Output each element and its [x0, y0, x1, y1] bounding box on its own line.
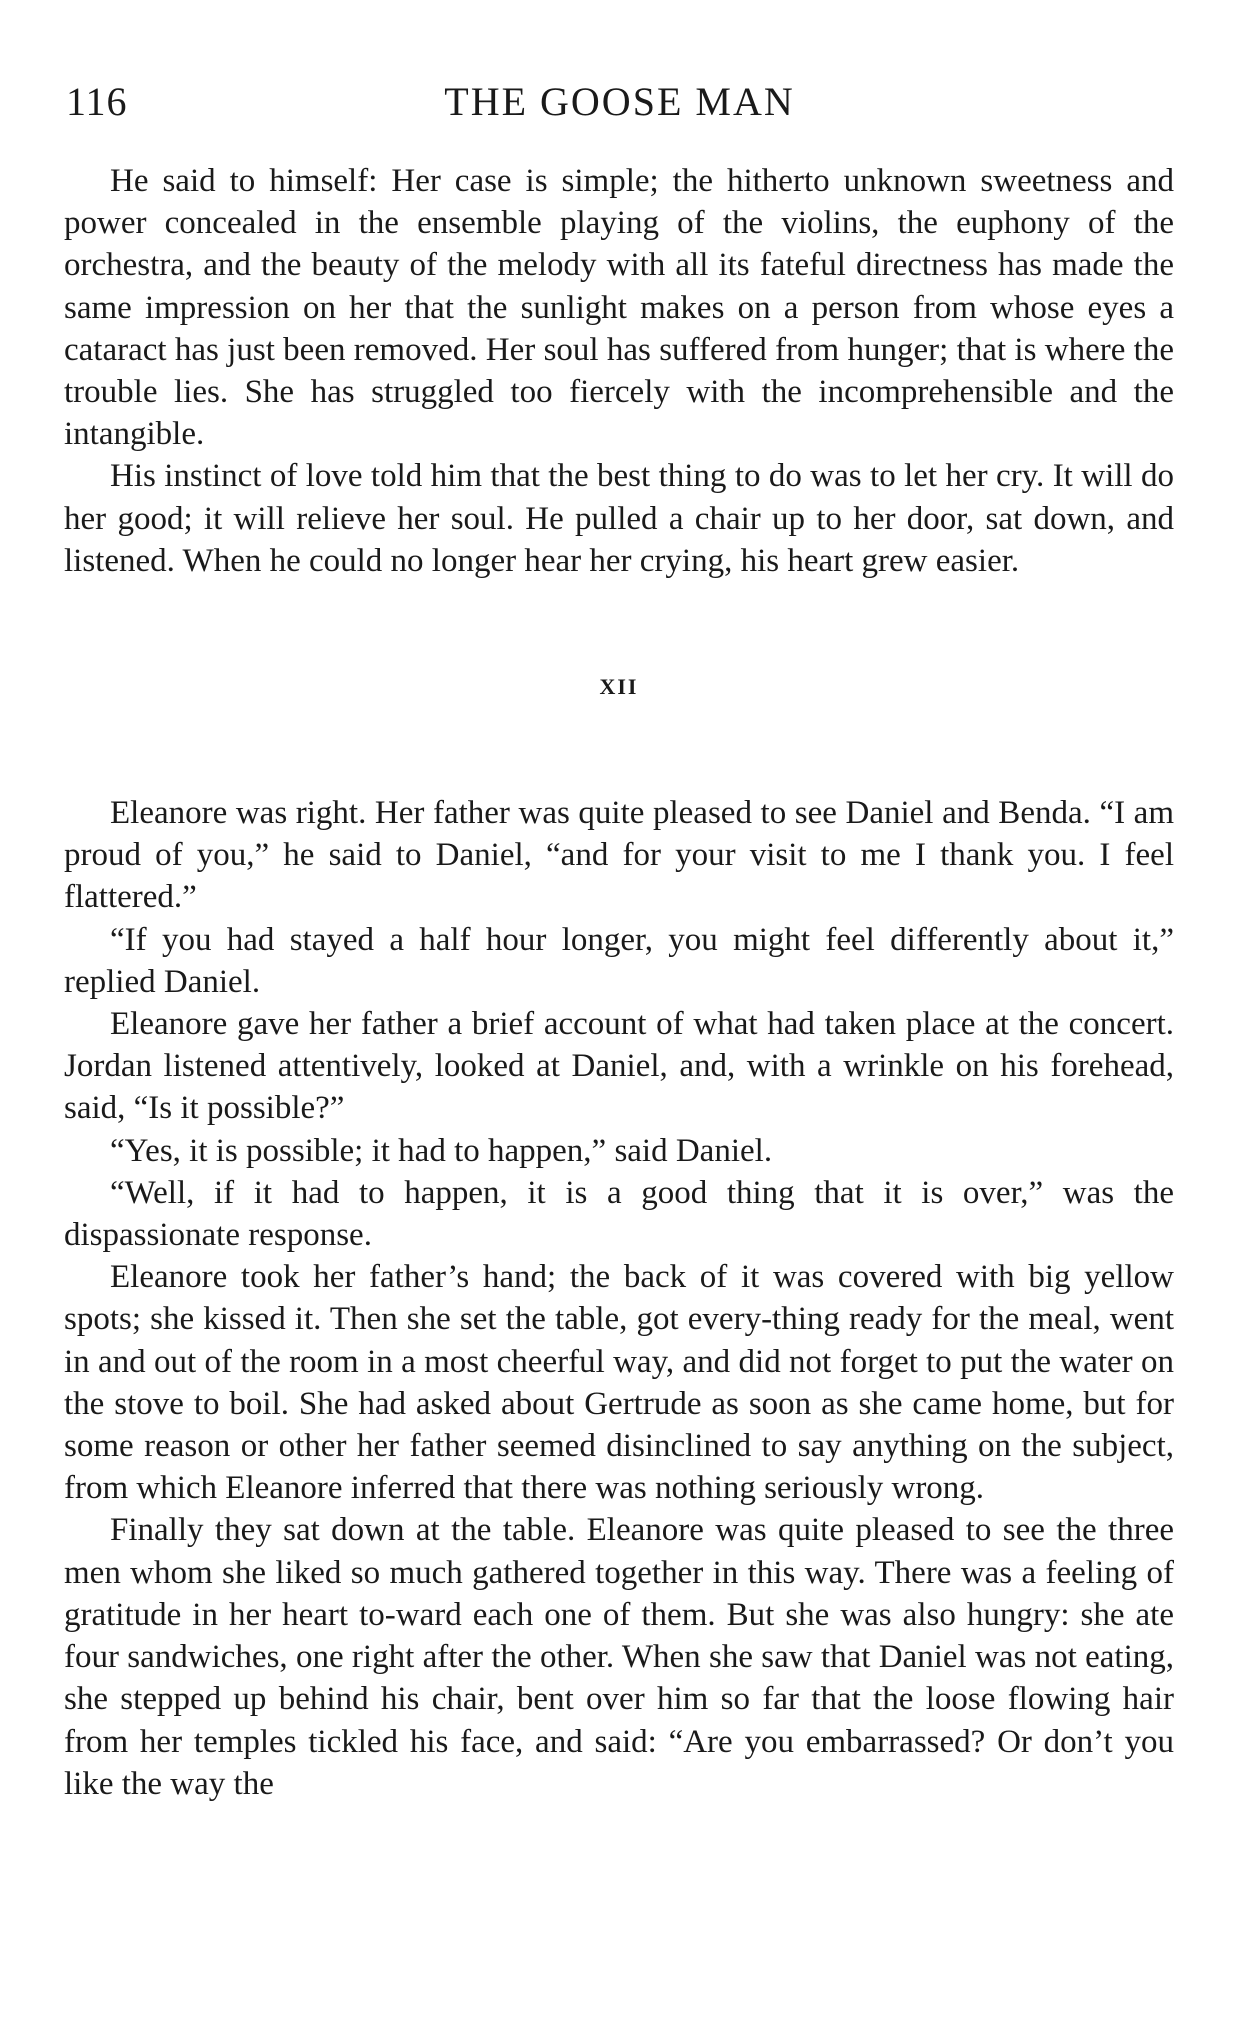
page-header [66, 78, 1173, 128]
paragraph: “Well, if it had to happen, it is a good thing that it is over,” was the dispassionate response. [64, 1174, 1174, 1254]
paragraph: His instinct of love told him that the best thing to do was to let her cry. It will do her good; it will relieve her soul. He pulled a chair up to her door, sat down, and listened. When he could no longer hear her crying, his heart grew easier. [64, 458, 1174, 579]
paragraph: “Yes, it is possible; it had to happen,” said Daniel. [110, 1132, 773, 1169]
paragraph: Eleanore took her father’s hand; the back of it was covered with big yellow spots; she kissed it. Then she set the table, got every-thing ready for the meal, went in and out of the room in a most cheerful way, and did not forget to put the water on the stove to boil. She had asked about Gertrude as soon as she came home, but for some reason or other her father seemed disinclined to say anything on the subject, from which Eleanore inferred that there was nothing seriously wrong. [64, 1259, 1174, 1507]
paragraph: Eleanore was right. Her father was quite pleased to see Daniel and Benda. “I am proud of you,” he said to Daniel, “and for your visit to me I thank you. I feel flattered.” [64, 795, 1174, 916]
section-heading: XII [599, 673, 639, 699]
paragraph: “If you had stayed a half hour longer, you might feel differently about it,” replied Daniel. [64, 921, 1174, 1000]
page-number: 116 [66, 79, 128, 124]
running-title: THE GOOSE MAN [444, 79, 795, 124]
paragraph: He said to himself: Her case is simple; the hitherto unknown sweetness and power concealed in the ensemble playing of the violins, the euphony of the orchestra, and the beauty of the melody with all its fateful directness has made the same impression on her that the sunlight makes on a person from whose eyes a cataract has just been removed. Her soul has suffered from hunger; that is where the trouble lies. She has struggled too fiercely with the incomprehensible and the intangible. [64, 163, 1174, 453]
body-text [64, 160, 1174, 1805]
paragraph: Eleanore gave her father a brief account of what had taken place at the concert. Jordan listened attentively, looked at Daniel, and, with a wrinkle on his forehead, said, “Is it possible?” [64, 1006, 1174, 1127]
section-break [64, 582, 1174, 792]
paragraph: Finally they sat down at the table. Eleanore was quite pleased to see the three men whom she liked so much gathered together in this way. There was a feeling of gratitude in her heart to-ward each one of them. But she was also hungry: she ate four sandwiches, one right after the other. When she saw that Daniel was not eating, she stepped up behind his chair, bent over him so far that the loose flowing hair from her temples tickled his face, and said: “Are you embarrassed? Or don’t you like the way the [64, 1512, 1174, 1802]
